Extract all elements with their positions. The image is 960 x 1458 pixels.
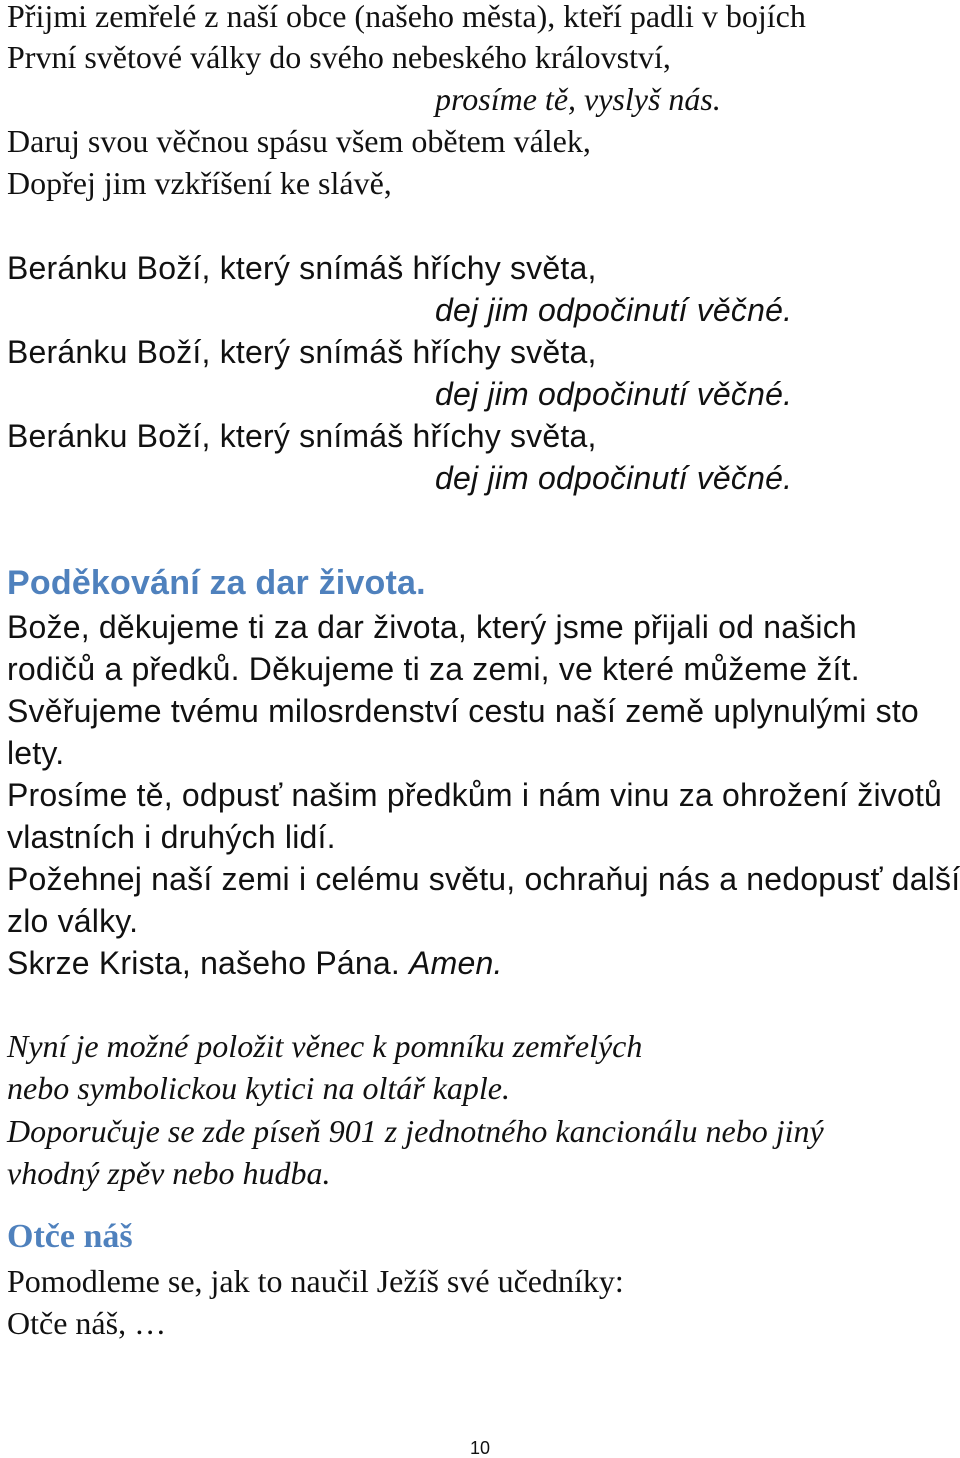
our-father-heading: Otče náš xyxy=(7,1218,133,1255)
intercession-line: Daruj svou věčnou spásu všem obětem válek, xyxy=(7,123,591,159)
thanksgiving-line: lety. xyxy=(7,735,65,771)
thanksgiving-line: rodičů a předků. Děkujeme ti za zemi, ve které můžeme žít. xyxy=(7,651,860,687)
intercession-line: Přijmi zemřelé z naší obce (našeho města), kteří padli v bojích xyxy=(7,0,806,34)
agnus-dei-invocation: Beránku Boží, který snímáš hříchy světa, xyxy=(7,334,597,370)
agnus-dei-response: dej jim odpočinutí věčné. xyxy=(435,292,793,328)
instruction-line: nebo symbolickou kytici na oltář kaple. xyxy=(7,1070,510,1106)
instruction-line: Nyní je možné položit věnec k pomníku zemřelých xyxy=(7,1028,643,1064)
thanksgiving-heading: Poděkování za dar života. xyxy=(7,564,426,602)
page-number: 10 xyxy=(469,1438,491,1458)
our-father-intro: Pomodleme se, jak to naučil Ježíš své učedníky: xyxy=(7,1263,624,1299)
amen: Amen. xyxy=(409,945,503,981)
intercession-line: První světové války do svého nebeského království, xyxy=(7,39,671,75)
agnus-dei-response: dej jim odpočinutí věčné. xyxy=(435,376,793,412)
agnus-dei-invocation: Beránku Boží, který snímáš hříchy světa, xyxy=(7,418,597,454)
intercession-line: Dopřej jim vzkříšení ke slávě, xyxy=(7,165,392,201)
instruction-line: vhodný zpěv nebo hudba. xyxy=(7,1155,331,1191)
thanksgiving-closing xyxy=(7,943,503,983)
thanksgiving-line: vlastních i druhých lidí. xyxy=(7,819,336,855)
thanksgiving-line: Prosíme tě, odpusť našim předkům i nám vinu za ohrožení životů xyxy=(7,777,943,813)
agnus-dei-response: dej jim odpočinutí věčné. xyxy=(435,460,793,496)
agnus-dei-invocation: Beránku Boží, který snímáš hříchy světa, xyxy=(7,250,597,286)
instruction-line: Doporučuje se zde píseň 901 z jednotného kancionálu nebo jiný xyxy=(7,1113,824,1149)
our-father-start: Otče náš, … xyxy=(7,1305,167,1341)
closing-text: Skrze Krista, našeho Pána. xyxy=(7,945,400,981)
thanksgiving-line: Svěřujeme tvému milosrdenství cestu naší země uplynulými sto xyxy=(7,693,919,729)
thanksgiving-line: Bože, děkujeme ti za dar života, který jsme přijali od našich xyxy=(7,609,857,645)
intercession-response: prosíme tě, vyslyš nás. xyxy=(435,81,721,117)
thanksgiving-line: Požehnej naší zemi i celému světu, ochraňuj nás a nedopusť další xyxy=(7,861,960,897)
thanksgiving-line: zlo války. xyxy=(7,903,139,939)
